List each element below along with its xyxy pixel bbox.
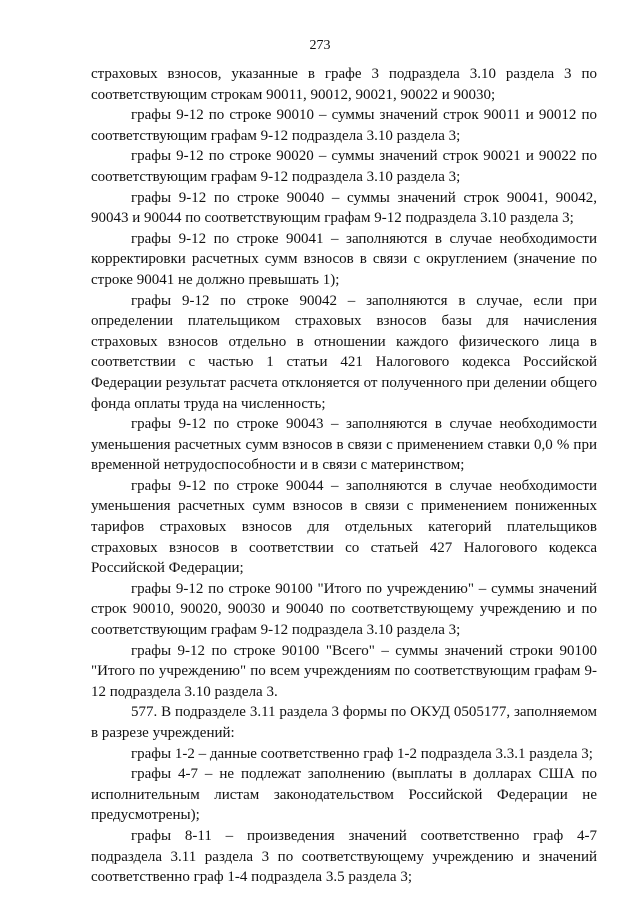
paragraph: графы 9-12 по строке 90040 – суммы значений строк 90041, 90042, 90043 и 90044 по соответствующим графам 9-12 подраздела 3.10 раздела 3; xyxy=(91,189,597,227)
paragraph: графы 9-12 по строке 90042 – заполняются в случае, если при определении плательщиком страховых взносов базы для начисления страховых взносов отдельно в отношении каждого физического лица в соответствии с частью 1 статьи 421 Налогового кодекса Российской Федерации результат расчета отклоняется от полученного при делении общего фонда оплаты труда на численность; xyxy=(91,292,597,412)
paragraph: графы 1-2 – данные соответственно граф 1-2 подраздела 3.3.1 раздела 3; xyxy=(131,745,593,762)
paragraph: страховых взносов, указанные в графе 3 подраздела 3.10 раздела 3 по соответствующим строкам 90011, 90012, 90021, 90022 и 90030; xyxy=(91,66,597,103)
paragraph: графы 9-12 по строке 90041 – заполняются в случае необходимости корректировки расчетных сумм взносов в связи с округлением (значение по строке 90041 не должно превышать 1); xyxy=(91,230,597,288)
paragraph: графы 9-12 по строке 90100 "Итого по учреждению" – суммы значений строк 90010, 90020, 90030 и 90040 по соответствующему учреждению и по соответствующим графам 9-12 подраздела 3.10 раздела 3; xyxy=(91,580,597,639)
paragraph: 577. В подразделе 3.11 раздела 3 формы по ОКУД 0505177, заполняемом в разрезе учреждений: xyxy=(91,704,597,741)
paragraph: графы 4-7 – не подлежат заполнению (выплаты в долларах США по исполнительным листам законодательством Российской Федерации не предусмотрены); xyxy=(91,766,597,824)
document-body xyxy=(91,64,597,888)
paragraph: графы 9-12 по строке 90043 – заполняются в случае необходимости уменьшения расчетных сумм взносов в связи с применением ставки 0,0 % при временной нетрудоспособности и в связи с материнством; xyxy=(91,416,597,474)
paragraph: графы 9-12 по строке 90044 – заполняются в случае необходимости уменьшения расчетных сумм взносов в связи с применением пониженных тарифов страховых взносов для отдельных категорий плательщиков страховых взносов в соответствии со статьей 427 Налогового кодекса Российской Федерации; xyxy=(91,477,597,577)
paragraph: графы 9-12 по строке 90020 – суммы значений строк 90021 и 90022 по соответствующим графам 9-12 подраздела 3.10 раздела 3; xyxy=(91,148,597,185)
paragraph: графы 9-12 по строке 90100 "Всего" – суммы значений строки 90100 "Итого по учреждению" по всем учреждениям по соответствующим графам 9-12 подраздела 3.10 раздела 3. xyxy=(91,642,597,700)
paragraph: графы 8-11 – произведения значений соответственно граф 4-7 подраздела 3.11 раздела 3 по соответствующему учреждению и значений соответственно граф 1-4 подраздела 3.5 раздела 3; xyxy=(91,827,597,886)
page-number: 273 xyxy=(309,38,331,53)
paragraph: графы 9-12 по строке 90010 – суммы значений строк 90011 и 90012 по соответствующим графам 9-12 подраздела 3.10 раздела 3; xyxy=(91,107,597,144)
